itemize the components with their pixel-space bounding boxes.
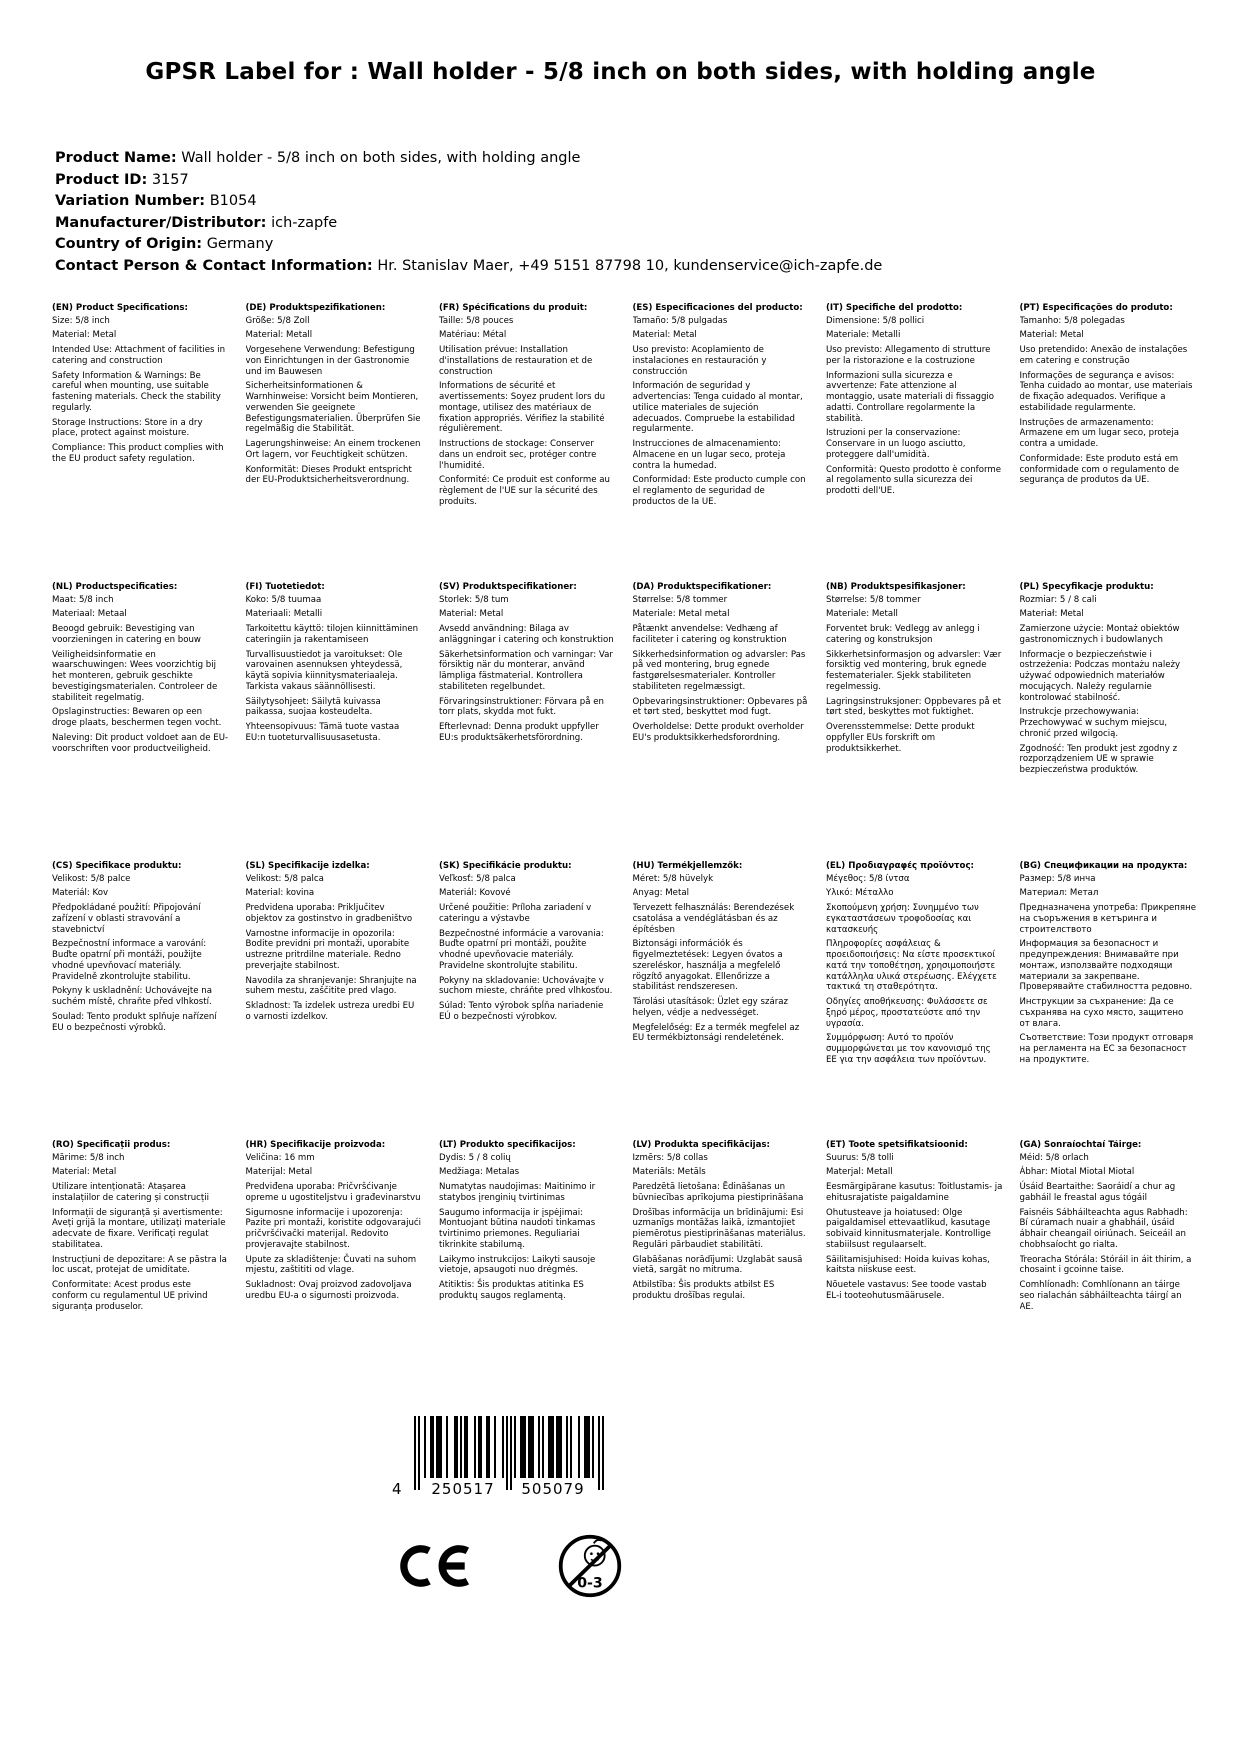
spec-paragraph: Veľkosť: 5/8 palca [439,873,516,884]
language-block-lt [439,1140,621,1419]
spec-paragraph: Tarkoitettu käyttö: tilojen kiinnittäminen cateringiin ja rakentamiseen [245,624,419,645]
language-block-es [633,303,815,582]
spec-paragraph: Materiál: Kovové [439,888,511,899]
product-info-value: Wall holder - 5/8 inch on both sides, with holding angle [181,150,581,166]
language-block-cs [52,861,234,1140]
product-info [55,148,1186,277]
spec-paragraph: Предназначена употреба: Прикрепяне на съоръжения в кетъринга и строителството [1019,903,1196,935]
footer [392,1416,642,1600]
product-info-row [55,191,1186,212]
spec-paragraph: Glabāšanas norādījumi: Uzglabāt sausā vietā, sargāt no mitruma. [632,1254,803,1276]
spec-paragraph: Méid: 5/8 orlach [1019,1152,1089,1163]
spec-paragraph: Matériau: Métal [439,330,507,341]
spec-paragraph: Velikost: 5/8 palca [245,873,324,884]
spec-paragraph: Instructions de stockage: Conserver dans un endroit sec, protéger contre l'humidité. [439,439,597,471]
ean-barcode [392,1416,622,1512]
language-block-bg [1020,861,1202,1140]
language-block-et [826,1140,1008,1419]
spec-paragraph: Overholdelse: Dette produkt overholder EU's produktsikkerhedsforordning. [632,722,804,743]
language-block-nl [52,582,234,861]
spec-paragraph: Tamanho: 5/8 polegadas [1019,315,1125,326]
spec-paragraph: Méret: 5/8 hüvelyk [632,873,714,884]
spec-paragraph: Overensstemmelse: Dette produkt oppfyller EUs forskrift om produktsikkerhet. [826,722,975,754]
spec-paragraph: Veličina: 16 mm [245,1152,315,1163]
spec-paragraph: Vorgesehene Verwendung: Befestigung von Einrichtungen in der Gastronomie und im Bauwesen [245,345,415,377]
spec-paragraph: Υλικό: Μέταλλο [826,888,894,899]
spec-paragraph: Sicherheitsinformationen & Warnhinweise: Vorsicht beim Montieren, verwenden Sie geeignete Befestigungsmaterialien. Überprüfen Sie regelmäßig die Stabilität. [245,381,421,435]
ce-mark-icon [396,1543,470,1589]
product-info-label: Variation Number: [55,193,206,210]
spec-paragraph: Säilitamisjuhised: Hoida kuivas kohas, kaitsta niiskuse eest. [826,1254,990,1276]
language-heading: (LV) Produkta specifikācijas: [632,1140,770,1150]
spec-paragraph: Zgodność: Ten produkt jest zgodny z rozporządzeniem UE w sprawie bezpieczeństwa produktów. [1019,743,1178,776]
spec-paragraph: Istruzioni per la conservazione: Conservare in un luogo asciutto, proteggere dall'umidità. [826,428,966,460]
spec-paragraph: Megfelelőség: Ez a termék megfelel az EU termékbiztonsági rendeletének. [632,1022,800,1044]
spec-paragraph: Información de seguridad y advertencias: Tenga cuidado al montar, utilice materiales de sujeción adecuados. Compruebe la estabilidad regularmente. [632,381,803,435]
spec-paragraph: Lagringsinstruksjoner: Oppbevares på et tørt sted, beskyttes mot fuktighet. [826,696,1002,718]
language-heading: (NB) Produktspesifikasjoner: [826,582,966,592]
spec-paragraph: Uso pretendido: Anexão de instalações em catering e construção [1019,345,1188,366]
language-block-en [52,303,234,582]
spec-paragraph: Drošības informācija un brīdinājumi: Esi uzmanīgs montāžas laikā, izmantojiet piemērotus piestiprināšanas materiālus. Regulāri pārbaudiet stabilitāti. [632,1207,806,1250]
language-block-hu [633,861,815,1140]
page-title: GPSR Label for : Wall holder - 5/8 inch on both sides, with holding angle [145,59,1096,86]
language-heading: (ES) Especificaciones del producto: [632,303,803,313]
product-info-label: Country of Origin: [55,236,203,253]
spec-paragraph: Tervezett felhasználás: Berendezések csatolása a vendéglátásban és az építésben [632,903,795,935]
language-block-sl [246,861,428,1140]
spec-paragraph: Materiał: Metal [1019,609,1084,620]
spec-paragraph: Tárolási utasítások: Üzlet egy száraz helyen, védje a nedvességet. [632,997,789,1018]
spec-paragraph: Size: 5/8 inch [52,315,110,326]
language-grid [52,303,1201,1419]
spec-paragraph: Instruções de armazenamento: Armazene em um lugar seco, proteja contra a umidade. [1019,417,1180,450]
compliance-marks [392,1532,628,1600]
spec-paragraph: Informacje o bezpieczeństwie i ostrzeżenia: Podczas montażu należy używać odpowiednich materiałów mocujących. Należy regularnie kontrolować stabilność. [1019,649,1181,703]
language-heading: (FR) Spécifications du produit: [439,303,588,313]
spec-paragraph: Material: Metal [439,609,504,620]
spec-paragraph: Soulad: Tento produkt splňuje nařízení EU o bezpečnosti výrobků. [52,1011,217,1033]
spec-paragraph: Materiál: Kov [52,888,109,899]
language-heading: (BG) Спецификации на продукта: [1019,861,1188,871]
spec-paragraph: Materiale: Metall [826,609,898,620]
spec-paragraph: Informations de sécurité et avertissements: Soyez prudent lors du montage, utilisez des matériaux de fixation appropriés. Vérifiez la stabilité régulièrement. [439,381,606,435]
spec-paragraph: Určené použitie: Príloha zariadení v cateringu a výstavbe [439,903,592,924]
spec-paragraph: Instrucciones de almacenamiento: Almacene en un lugar seco, proteja contra la humedad. [632,439,786,471]
spec-paragraph: Skladnost: Ta izdelek ustreza uredbi EU o varnosti izdelkov. [245,1001,415,1022]
spec-paragraph: Předpokládané použití: Připojování zařízení v oblasti stravování a stavebnictví [52,903,201,935]
language-block-nb [826,582,1008,861]
spec-paragraph: Material: Metall [245,330,313,341]
spec-paragraph: Suurus: 5/8 tolli [826,1152,894,1163]
spec-paragraph: Uso previsto: Acoplamiento de instalaciones en restauración y construcción [632,345,767,377]
language-heading: (NL) Productspecificaties: [52,582,178,592]
language-heading: (FI) Tuotetiedot: [245,582,325,592]
spec-paragraph: Material: Metal [52,1167,117,1178]
product-info-value: Hr. Stanislav Maer, +49 5151 87798 10, kundenservice@ich-zapfe.de [377,257,883,274]
product-info-value: Germany [206,236,274,253]
spec-paragraph: Súlad: Tento výrobok spĺňa nariadenie EÚ o bezpečnosti výrobkov. [439,1001,604,1022]
spec-paragraph: Materijal: Metal [245,1167,313,1178]
spec-paragraph: Οδηγίες αποθήκευσης: Φυλάσσετε σε ξηρό μέρος, προστατεύστε από την υγρασία. [826,997,988,1029]
spec-paragraph: Μέγεθος: 5/8 ίντσα [826,873,910,884]
spec-paragraph: Mărime: 5/8 inch [52,1152,125,1163]
language-heading: (DA) Produktspecifikationer: [632,582,772,592]
spec-paragraph: Säilytysohjeet: Säilytä kuivassa paikassa, suojaa kosteudelta. [245,696,381,718]
spec-paragraph: Opslaginstructies: Bewaren op een droge plaats, beschermen tegen vocht. [52,707,222,729]
language-block-lv [633,1140,815,1419]
spec-paragraph: Materiaal: Metaal [52,609,127,620]
spec-paragraph: Predvidena uporaba: Priključitev objektov za gostinstvo in gradbeništvo [245,903,413,924]
barcode-first-digit: 4 [392,1480,403,1498]
language-heading: (SV) Produktspecifikationer: [439,582,577,592]
language-block-pt [1020,303,1202,582]
language-block-ga [1020,1140,1202,1419]
product-info-label: Product Name: [55,150,177,166]
spec-paragraph: Materiale: Metal metal [632,609,730,620]
product-info-row [55,170,1186,191]
spec-paragraph: Velikost: 5/8 palce [52,873,131,884]
language-heading: (HR) Specifikacije proizvoda: [245,1140,386,1150]
spec-paragraph: Anyag: Metal [632,888,689,899]
spec-paragraph: Lagerungshinweise: An einem trockenen Ort lagern, vor Feuchtigkeit schützen. [245,439,421,460]
language-heading: (RO) Specificații produs: [52,1140,171,1150]
spec-paragraph: Turvallisuustiedot ja varoitukset: Ole varovainen asennuksen yhteydessä, käytä sopivia kiinnitysmateriaaleja. Tarkista vakaus säännöllisesti. [245,649,403,692]
language-block-ro [52,1140,234,1419]
spec-paragraph: Instrucțiuni de depozitare: A se păstra la loc uscat, protejat de umiditate. [52,1254,227,1276]
spec-paragraph: Förvaringsinstruktioner: Förvara på en torr plats, skydda mot fukt. [439,696,604,718]
spec-paragraph: Material: Metal [1019,330,1084,341]
spec-paragraph: Material: Metal [632,330,697,341]
spec-paragraph: Treoracha Stórála: Stóráil in áit thirim, a chosaint i gcoinne taise. [1019,1254,1192,1276]
product-info-value: B1054 [209,193,257,210]
spec-paragraph: Numatytas naudojimas: Maitinimo ir statybos įrenginių tvirtinimas [439,1182,596,1203]
spec-paragraph: Størrelse: 5/8 tommer [632,594,728,605]
age-warning-0-3-icon [556,1532,624,1600]
product-info-value: 3157 [151,171,189,188]
spec-paragraph: Sukladnost: Ovaj proizvod zadovoljava uredbu EU-a o sigurnosti proizvoda. [245,1280,412,1301]
product-info-label: Product ID: [55,171,148,188]
language-block-fr [439,303,621,582]
product-info-row [55,148,1186,169]
spec-paragraph: Eesmärgipärane kasutus: Toitlustamis- ja ehitusrajatiste paigaldamine [826,1182,1003,1203]
spec-paragraph: Taille: 5/8 pouces [439,315,514,326]
language-heading: (SK) Špecifikácie produktu: [439,861,572,871]
spec-paragraph: Sigurnosne informacije i upozorenja: Pazite pri montaži, koristite odgovarajući pričvršćivački materijal. Redovito provjeravajte stabilnost. [245,1207,422,1250]
spec-paragraph: Faisnéis Sábháilteachta agus Rabhadh: Bí cúramach nuair a ghabháil, úsáid ábhair cheangail oiriúnach. Seiceáil an chobhsaíocht go rialta. [1019,1207,1188,1250]
language-heading: (PT) Especificações do produto: [1019,303,1173,313]
spec-paragraph: Konformität: Dieses Produkt entspricht der EU-Produktsicherheitsverordnung. [245,464,412,486]
product-info-label: Manufacturer/Distributor: [55,214,267,231]
spec-paragraph: Πληροφορίες ασφάλειας & προειδοποιήσεις: Να είστε προσεκτικοί κατά την τοποθέτηση, χρησιμοποιήστε κατάλληλα υλικά στερέωσης. Ελέγχετε τακτικά τη σταθερότητα. [826,939,997,993]
spec-paragraph: Storlek: 5/8 tum [439,594,509,605]
spec-paragraph: Material: kovina [245,888,315,899]
language-block-fi [246,582,428,861]
language-block-pl [1020,582,1202,861]
spec-paragraph: Съответствие: Този продукт отговаря на регламента на ЕС за безопасност на продуктите. [1019,1033,1194,1065]
spec-paragraph: Größe: 5/8 Zoll [245,315,310,326]
spec-paragraph: Biztonsági információk és figyelmeztetések: Legyen óvatos a szereléskor, használja a megfelelő rögzítő anyagokat. Ellenőrizze a stabilitást rendszeresen. [632,939,783,993]
language-heading: (IT) Specifiche del prodotto: [826,303,963,313]
language-heading: (CS) Specifikace produktu: [52,861,182,871]
spec-paragraph: Saugumo informacija ir įspėjimai: Montuojant būtina naudoti tinkamas tvirtinimo priemones. Reguliariai tikrinkite stabilumą. [439,1207,596,1250]
product-info-row [55,234,1186,255]
language-heading: (HU) Termékjellemzők: [632,861,743,871]
spec-paragraph: Instrukcje przechowywania: Przechowywać w suchym miejscu, chronić przed wilgocią. [1019,707,1168,739]
language-heading: (EN) Product Specifications: [52,303,188,313]
spec-paragraph: Materiāls: Metāls [632,1167,706,1178]
spec-paragraph: Atbilstība: Šis produkts atbilst ES produktu drošības regulai. [632,1280,775,1301]
spec-paragraph: Compliance: This product complies with the EU product safety regulation. [52,443,224,464]
spec-paragraph: Comhlíonadh: Comhlíonann an táirge seo rialachán sábháilteachta táirgí an AE. [1019,1280,1182,1312]
spec-paragraph: Conformidad: Este producto cumple con el reglamento de seguridad de productos de la UE. [632,475,806,507]
spec-paragraph: Paredzētā lietošana: Ēdināšanas un būvniecības aprīkojuma piestiprināšana [632,1182,804,1203]
spec-paragraph: Intended Use: Attachment of facilities in catering and construction [52,345,226,366]
spec-paragraph: Forventet bruk: Vedlegg av anlegg i catering og konstruksjon [826,624,980,645]
language-heading: (SL) Specifikacije izdelka: [245,861,370,871]
spec-paragraph: Informații de siguranță și avertismente: Aveți grijă la montare, utilizați materiale adecvate de fixare. Verificați regulat stabilitatea. [52,1207,226,1250]
spec-paragraph: Navodila za shranjevanje: Shranjujte na suhem mestu, zaščitite pred vlago. [245,975,417,997]
spec-paragraph: Dimensione: 5/8 pollici [826,315,925,326]
spec-paragraph: Zamierzone użycie: Montaż obiektów gastronomicznych i budowlanych [1019,624,1180,645]
language-heading: (DE) Produktspezifikationen: [245,303,386,313]
spec-paragraph: Storage Instructions: Store in a dry place, protect against moisture. [52,417,203,439]
language-heading: (PL) Specyfikacje produktu: [1019,582,1154,592]
spec-paragraph: Conformitate: Acest produs este conform cu regulamentul UE privind siguranța produselor. [52,1280,208,1312]
spec-paragraph: Sikkerhetsinformasjon og advarsler: Vær forsiktig ved montering, bruk egnede festematerialer. Sjekk stabiliteten regelmessig. [826,649,1002,692]
spec-paragraph: Efterlevnad: Denna produkt uppfyller EU:s produktsäkerhetsförordning. [439,722,599,743]
spec-paragraph: Conformità: Questo prodotto è conforme al regolamento sulla sicurezza dei prodotti dell'UE. [826,464,1001,497]
spec-paragraph: Avsedd användning: Bilaga av anläggningar i catering och konstruktion [439,624,614,645]
spec-paragraph: Tamaño: 5/8 pulgadas [632,315,728,326]
language-block-it [826,303,1008,582]
spec-paragraph: Material: Metal [52,330,117,341]
age-range-text: 0-3 [577,1575,603,1592]
spec-paragraph: Beoogd gebruik: Bevestiging van voorzieningen in catering en bouw [52,624,201,645]
spec-paragraph: Conformidade: Este produto está em conformidade com o regulamento de segurança de produtos da UE. [1019,453,1180,486]
spec-paragraph: Utilisation prévue: Installation d'installations de restauration et de construction [439,345,593,377]
language-block-de [246,303,428,582]
product-info-row [55,256,1186,277]
product-info-label: Contact Person & Contact Information: [55,257,373,274]
language-heading: (ET) Toote spetsifikatsioonid: [826,1140,968,1150]
spec-paragraph: Размер: 5/8 инча [1019,873,1096,884]
spec-paragraph: Συμμόρφωση: Αυτό το προϊόν συμμορφώνεται με τον κανονισμό της ΕΕ για την ασφάλεια των προϊόντων. [826,1033,991,1065]
spec-paragraph: Инструкции за съхранение: Да се съхранява на сухо място, защитено от влага. [1019,997,1184,1029]
spec-paragraph: Informações de segurança e avisos: Tenha cuidado ao montar, use materiais de fixação adequados. Verifique a estabilidade regularmente. [1019,370,1193,413]
spec-paragraph: Rozmiar: 5 / 8 cali [1019,594,1097,605]
language-heading: (GA) Sonraíochtaí Táirge: [1019,1140,1142,1150]
spec-paragraph: Påtænkt anvendelse: Vedhæng af faciliteter i catering og konstruktion [632,624,787,645]
spec-paragraph: Varnostne informacije in opozorila: Bodite previdni pri montaži, uporabite ustrezne pritrdilne materiale. Redno preverjajte stabilnost. [245,928,410,971]
spec-paragraph: Upute za skladištenje: Čuvati na suhom mjestu, zaštititi od vlage. [245,1254,417,1276]
spec-paragraph: Materiale: Metalli [826,330,901,341]
spec-paragraph: Dydis: 5 / 8 colių [439,1152,511,1163]
language-block-hr [246,1140,428,1419]
spec-paragraph: Nõuetele vastavus: See toode vastab EL-i tooteohutusmäärusele. [826,1280,987,1301]
spec-paragraph: Materiaali: Metalli [245,609,323,620]
spec-paragraph: Σκοπούμενη χρήση: Συνημμένο των εγκαταστάσεων τροφοδοσίας και κατασκευής [826,903,979,935]
spec-paragraph: Ábhar: Miotal Miotal Miotal [1019,1167,1135,1178]
spec-paragraph: Størrelse: 5/8 tommer [826,594,921,605]
spec-paragraph: Koko: 5/8 tuumaa [245,594,322,605]
spec-paragraph: Ohutusteave ja hoiatused: Olge paigaldamisel ettevaatlikud, kasutage sobivaid kinnitusmaterjale. Kontrollige stabiilsust regulaarselt. [826,1207,991,1250]
spec-paragraph: Opbevaringsinstruktioner: Opbevares på et tørt sted, beskyttet mod fugt. [632,696,808,718]
spec-paragraph: Veiligheidsinformatie en waarschuwingen: Wees voorzichtig bij het monteren, gebruik geschikte bevestigingsmaterialen. Controleer de stabiliteit regelmatig. [52,649,218,703]
spec-paragraph: Pokyny k uskladnění: Uchovávejte na suchém místě, chraňte před vlhkostí. [52,986,212,1008]
spec-paragraph: Sikkerhedsinformation og advarsler: Pas på ved montering, brug egnede fastgørelsesmaterialer. Kontroller stabiliteten regelmæssigt. [632,649,806,692]
barcode-left-group: 250517 [431,1480,495,1498]
spec-paragraph: Bezpečnostní informace a varování: Buďte opatrní při montáži, použijte vhodné upevňovací materiály. Pravidelně zkontrolujte stabilitu. [52,939,207,982]
spec-paragraph: Информация за безопасност и предупреждения: Внимавайте при монтаж, използвайте подходящи материали за закрепване. Проверявайте стабилността редовно. [1019,939,1193,993]
product-info-row [55,213,1186,234]
spec-paragraph: Материал: Метал [1019,888,1099,899]
language-block-el [826,861,1008,1140]
spec-paragraph: Maat: 5/8 inch [52,594,114,605]
spec-paragraph: Atitiktis: Šis produktas atitinka ES produktų saugos reglamentą. [439,1280,584,1301]
barcode-right-group: 505079 [521,1480,585,1498]
spec-paragraph: Izmērs: 5/8 collas [632,1152,708,1163]
spec-paragraph: Säkerhetsinformation och varningar: Var försiktig när du monterar, använd lämpliga fästmaterial. Kontrollera stabiliteten regelbundet. [439,649,613,692]
spec-paragraph: Uso previsto: Allegamento di strutture per la ristorazione e la costruzione [826,345,991,366]
spec-paragraph: Utilizare intenționată: Atașarea instalațiilor de catering și construcții [52,1182,210,1203]
language-block-da [633,582,815,861]
spec-paragraph: Informazioni sulla sicurezza e avvertenze: Fate attenzione al montaggio, usate materiali di fissaggio adatti. Controllare regolarmente la stabilità. [826,370,995,424]
language-block-sk [439,861,621,1140]
language-heading: (EL) Προδιαγραφές προϊόντος: [826,861,974,871]
spec-paragraph: Conformité: Ce produit est conforme au règlement de l'UE sur la sécurité des produits. [439,475,610,507]
spec-paragraph: Bezpečnostné informácie a varovania: Buďte opatrní pri montáži, použite vhodné upevňovacie materiály. Pravidelne skontrolujte stabilitu. [439,928,604,971]
spec-paragraph: Úsáid Beartaithe: Saoráidí a chur ag gabháil le freastal agus tógáil [1019,1182,1176,1203]
spec-paragraph: Predviđena uporaba: Pričvršćivanje opreme u ugostiteljstvu i građevinarstvu [245,1182,421,1203]
spec-paragraph: Medžiaga: Metalas [439,1167,520,1178]
product-info-value: ich-zapfe [271,214,338,231]
spec-paragraph: Pokyny na skladovanie: Uchovávajte v suchom mieste, chráňte pred vlhkosťou. [439,975,613,997]
spec-paragraph: Naleving: Dit product voldoet aan de EU-voorschriften voor productveiligheid. [52,732,229,754]
spec-paragraph: Materjal: Metall [826,1167,893,1178]
spec-paragraph: Safety Information & Warnings: Be careful when mounting, use suitable fastening materials. Check the stability regularly. [52,370,221,413]
language-heading: (LT) Produkto specifikacijos: [439,1140,576,1150]
spec-paragraph: Laikymo instrukcijos: Laikyti sausoje vietoje, apsaugoti nuo drėgmės. [439,1254,596,1276]
spec-paragraph: Yhteensopivuus: Tämä tuote vastaa EU:n tuoteturvallisuusasetusta. [245,722,400,743]
language-block-sv [439,582,621,861]
